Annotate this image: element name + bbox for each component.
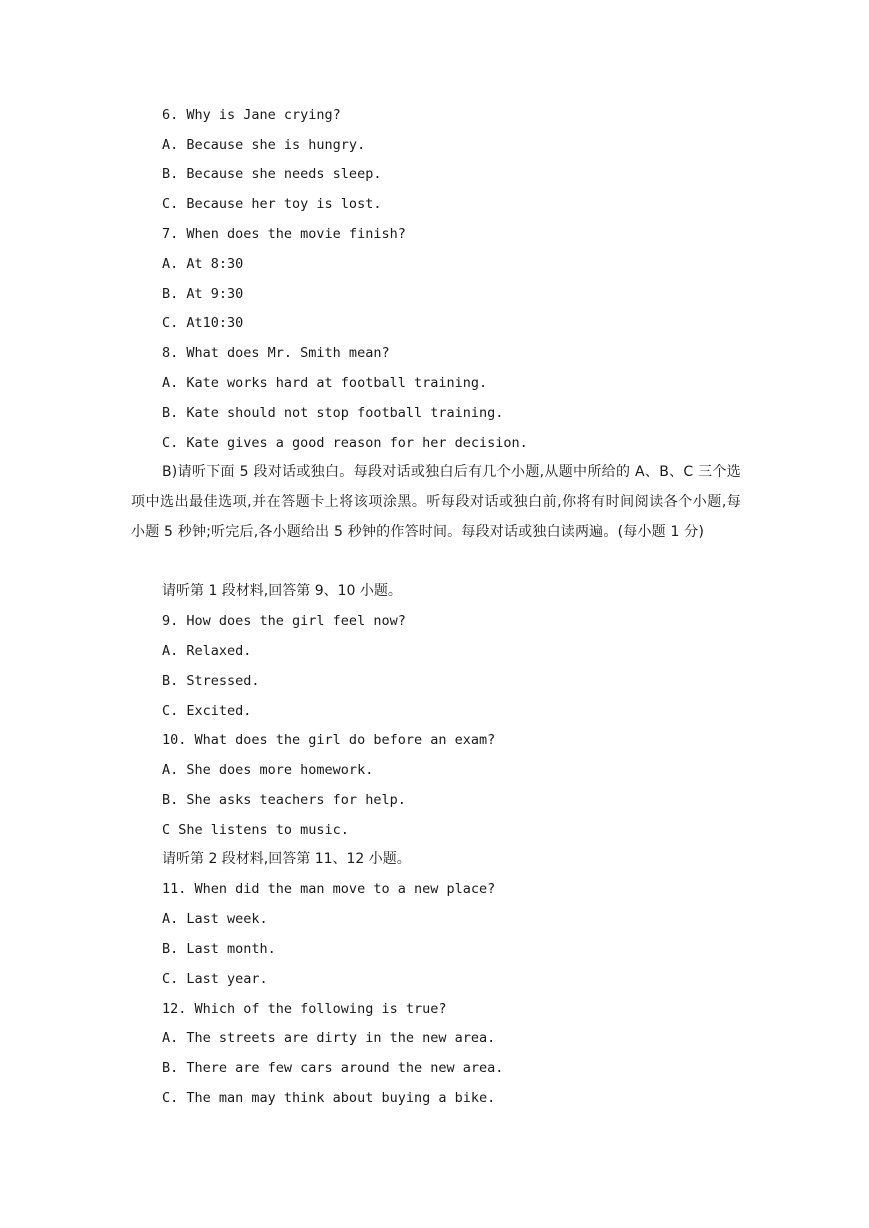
question-8: 8. What does Mr. Smith mean? xyxy=(162,345,390,361)
question-11: 11. When did the man move to a new place? xyxy=(162,881,496,897)
question-7: 7. When does the movie finish? xyxy=(162,226,406,242)
option-10a: A. She does more homework. xyxy=(162,762,374,778)
option-12a: A. The streets are dirty in the new area. xyxy=(162,1030,496,1046)
option-9b: B. Stressed. xyxy=(162,673,260,689)
section-1-header: 请听第 1 段材料,回答第 9、10 小题。 xyxy=(162,583,402,599)
question-12: 12. Which of the following is true? xyxy=(162,1001,447,1017)
option-12c: C. The man may think about buying a bike. xyxy=(162,1090,496,1106)
option-7a: A. At 8:30 xyxy=(162,256,244,272)
question-9: 9. How does the girl feel now? xyxy=(162,613,406,629)
option-8c: C. Kate gives a good reason for her decision. xyxy=(162,435,528,451)
option-6c: C. Because her toy is lost. xyxy=(162,196,382,212)
option-11c: C. Last year. xyxy=(162,971,268,987)
option-8b: B. Kate should not stop football training. xyxy=(162,405,504,421)
option-7b: B. At 9:30 xyxy=(162,286,244,302)
section-2-header: 请听第 2 段材料,回答第 11、12 小题。 xyxy=(162,851,411,867)
question-6: 6. Why is Jane crying? xyxy=(162,107,341,123)
option-6b: B. Because she needs sleep. xyxy=(162,166,382,182)
option-10c: C She listens to music. xyxy=(162,822,349,838)
section-b-instructions: B)请听下面 5 段对话或独白。每段对话或独白后有几个小题,从题中所给的 A、B、C 三个选项中选出最佳选项,并在答题卡上将该项涂黑。听每段对话或独白前,你将有时间阅读各个小题,每小题 5 秒钟;听完后,各小题给出 5 秒钟的作答时间。每段对话或独白读两遍。(每小题 1 分) xyxy=(131,464,741,540)
option-9c: C. Excited. xyxy=(162,703,252,719)
option-9a: A. Relaxed. xyxy=(162,643,252,659)
question-10: 10. What does the girl do before an exam? xyxy=(162,732,496,748)
option-7c: C. At10:30 xyxy=(162,315,244,331)
option-8a: A. Kate works hard at football training. xyxy=(162,375,488,391)
option-11a: A. Last week. xyxy=(162,911,268,927)
option-10b: B. She asks teachers for help. xyxy=(162,792,406,808)
option-6a: A. Because she is hungry. xyxy=(162,137,366,153)
option-12b: B. There are few cars around the new area. xyxy=(162,1060,504,1076)
option-11b: B. Last month. xyxy=(162,941,276,957)
